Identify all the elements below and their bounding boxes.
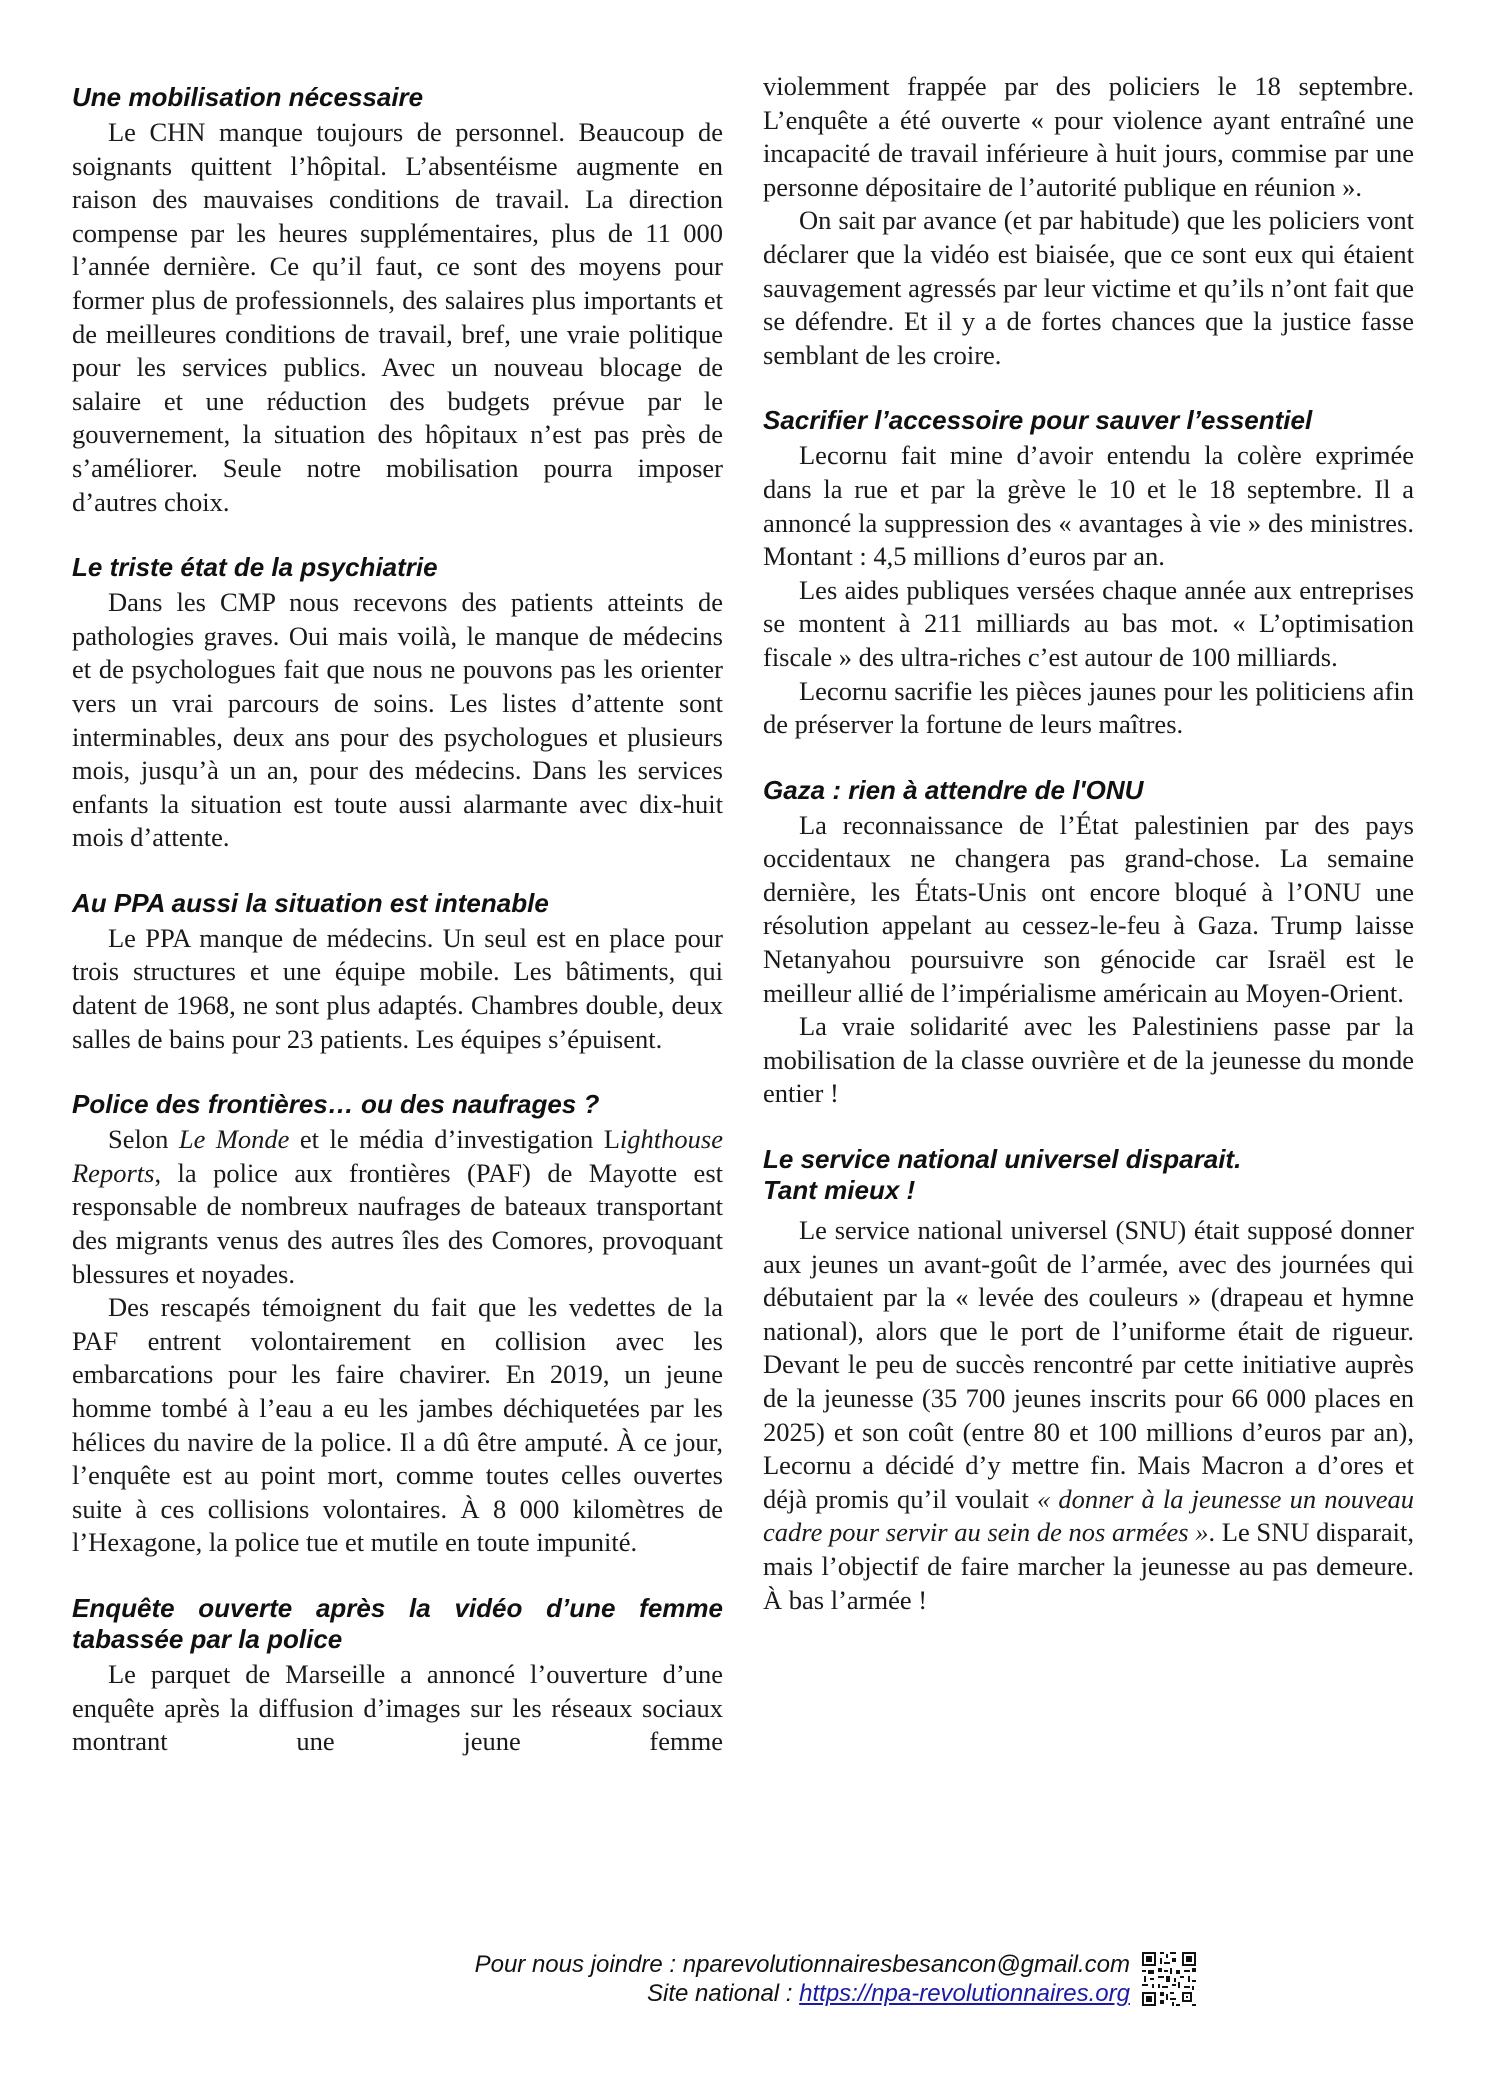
article-paragraph: Le CHN manque toujours de personnel. Beaucoup de soignants quittent l’hôpital. L’absentéisme augmente en raison des mauvaises conditions de travail. La direction compense par les heures supplémentaires, plus de 11 000 l’année dernière. Ce qu’il faut, ce sont des moyens pour former plus de professionnels, des salaires plus importants et de meilleures conditions de travail, bref, une vraie politique pour les services publics. Avec un nouveau blocage de salaire et une réduction des budgets prévue par le gouvernement, la situation des hôpitaux n’est pas près de s’améliorer. Seule notre mobilisation pourra imposer d’autres choix. [72, 117, 723, 517]
article-title: Le triste état de la psychiatrie [72, 552, 438, 583]
article-paragraph: Selon Le Monde et le média d’investigation Lighthouse Reports, la police aux frontières (PAF) de Mayotte est responsable de nombreux naufrages de bateaux transportant des migrants venus des autres îles des Comores, provoquant blessures et noyades. [72, 1124, 723, 1289]
article-paragraph: violemment frappée par des policiers le 18 septembre. L’enquête a été ouverte « pour violence ayant entraîné une incapacité de travail inférieure à huit jours, commise par une personne dépositaire de l’autorité publique en réunion ». [763, 71, 1414, 202]
article-title: Le service national universel disparait. Tant mieux ! [763, 1144, 1242, 1206]
right-column [763, 70, 1414, 1759]
article-paragraph: Lecornu fait mine d’avoir entendu la colère exprimée dans la rue et par la grève le 10 et le 18 septembre. Il a annoncé la suppression des « avantages à vie » des ministres. Montant : 4,5 millions d’euros par an. [763, 440, 1414, 572]
publication-name: Le Monde [178, 1124, 290, 1155]
article-paragraph: On sait par avance (et par habitude) que les policiers vont déclarer que la vidéo est biaisée, que ce sont eux qui étaient sauvagement agressés par leur victime et qu’ils n’ont fait que se défendre. Et il y a de fortes chances que la justice fasse semblant de les croire. [763, 205, 1414, 370]
article-gaza [763, 775, 1414, 1111]
article-title: Au PPA aussi la situation est intenable [72, 887, 549, 918]
contact-email[interactable]: nparevolutionnairesbesancon@gmail.com [682, 1951, 1130, 1978]
article-police-frontieres [72, 1089, 723, 1560]
site-link[interactable]: https://npa-revolutionnaires.org [799, 1980, 1130, 2007]
site-label: Site national : [647, 1980, 800, 2007]
article-paragraph: Le PPA manque de médecins. Un seul est en place pour trois structures et une équipe mobile. Les bâtiments, qui datent de 1968, ne sont plus adaptés. Chambres double, deux salles de bains pour 23 patients. Les équipes s’épuisent. [72, 922, 723, 1054]
article-mobilisation [72, 82, 723, 519]
article-paragraph: Le service national universel (SNU) était supposé donner aux jeunes un avant-goût de l’armée, avec des journées qui débutaient par la « levée des couleurs » (drapeau et hymne national), alors que le port de l’uniforme était de rigueur. Devant le peu de succès rencontré par cette initiative auprès de la jeunesse (35 700 jeunes inscrits pour 66 000 places en 2025) et son coût (entre 80 et 100 millions d’euros par an), Lecornu a décidé d’y mettre fin. Mais Macron a d’ores et déjà promis qu’il voulait « donner à la jeunesse un nouveau cadre pour servir au sein de nos armées ». Le SNU disparait, mais l’objectif de faire marcher la jeunesse au pas demeure. À bas l’armée ! [763, 1215, 1414, 1615]
article-psychiatrie [72, 552, 723, 855]
site-line [0, 1979, 1130, 2008]
article-title: Une mobilisation nécessaire [72, 82, 424, 112]
article-title: Sacrifier l’accessoire pour sauver l’essentiel [763, 405, 1313, 436]
contact-line [0, 1950, 1130, 1979]
article-title: Gaza : rien à attendre de l'ONU [763, 774, 1144, 805]
article-enquete-video [72, 1593, 723, 1759]
article-enquete-video-continued [763, 70, 1414, 372]
article-ppa [72, 888, 723, 1056]
footer-contact [0, 1950, 1130, 2008]
qr-code-icon [1140, 1950, 1198, 2008]
article-paragraph: Des rescapés témoignent du fait que les vedettes de la PAF entrent volontairement en collision avec les embarcations pour les faire chavirer. En 2019, un jeune homme tombé à l’eau a eu les jambes déchiquetées par les hélices du navire de la police. Il a dû être amputé. À ce jour, l’enquête est au point mort, comme toutes celles ouvertes suite à ces collisions volontaires. À 8 000 kilomètres de l’Hexagone, la police tue et mutile en toute impunité. [72, 1292, 723, 1558]
article-paragraph: Lecornu sacrifie les pièces jaunes pour les politiciens afin de préserver la fortune de leurs maîtres. [763, 675, 1414, 740]
article-title: Enquête ouverte après la vidéo d’une femme tabassée par la police [72, 1592, 723, 1654]
article-paragraph: La reconnaissance de l’État palestinien par des pays occidentaux ne changera pas grand-chose. La semaine dernière, les États-Unis ont encore bloqué à l’ONU une résolution appelant au cessez-le-feu à Gaza. Trump laisse Netanyahou poursuivre son génocide car Israël est le meilleur allié de l’impérialisme américain au Moyen-Orient. [763, 809, 1414, 1008]
article-sacrifier [763, 405, 1414, 741]
article-snu [763, 1144, 1414, 1617]
newsletter-page [72, 71, 1414, 1759]
publication-name: ighthouse Reports [72, 1124, 723, 1188]
contact-label: Pour nous joindre : [474, 1951, 683, 1978]
article-title: Police des frontières… ou des naufrages ? [72, 1089, 600, 1120]
article-paragraph: La vraie solidarité avec les Palestiniens passe par la mobilisation de la classe ouvrière et de la jeunesse du monde entier ! [763, 1011, 1414, 1109]
article-paragraph: Dans les CMP nous recevons des patients atteints de pathologies graves. Oui mais voilà, le manque de médecins et de psychologues fait que nous ne pouvons pas les orienter vers un vrai parcours de soins. Les listes d’attente sont interminables, deux ans pour des psychologues et plusieurs mois, jusqu’à un an, pour des médecins. Dans les services enfants la situation est toute aussi alarmante avec dix-huit mois d’attente. [72, 587, 723, 853]
article-paragraph: Les aides publiques versées chaque année aux entreprises se montent à 211 milliards au bas mot. « L’optimisation fiscale » des ultra-riches c’est autour de 100 milliards. [763, 574, 1414, 672]
macron-quote: « donner à la jeunesse un nouveau cadre pour servir au sein de nos armées » [763, 1483, 1414, 1548]
left-column [72, 82, 723, 1759]
article-paragraph: Le parquet de Marseille a annoncé l’ouverture d’une enquête après la diffusion d’images sur les réseaux sociaux montrant une jeune femme [72, 1658, 723, 1757]
